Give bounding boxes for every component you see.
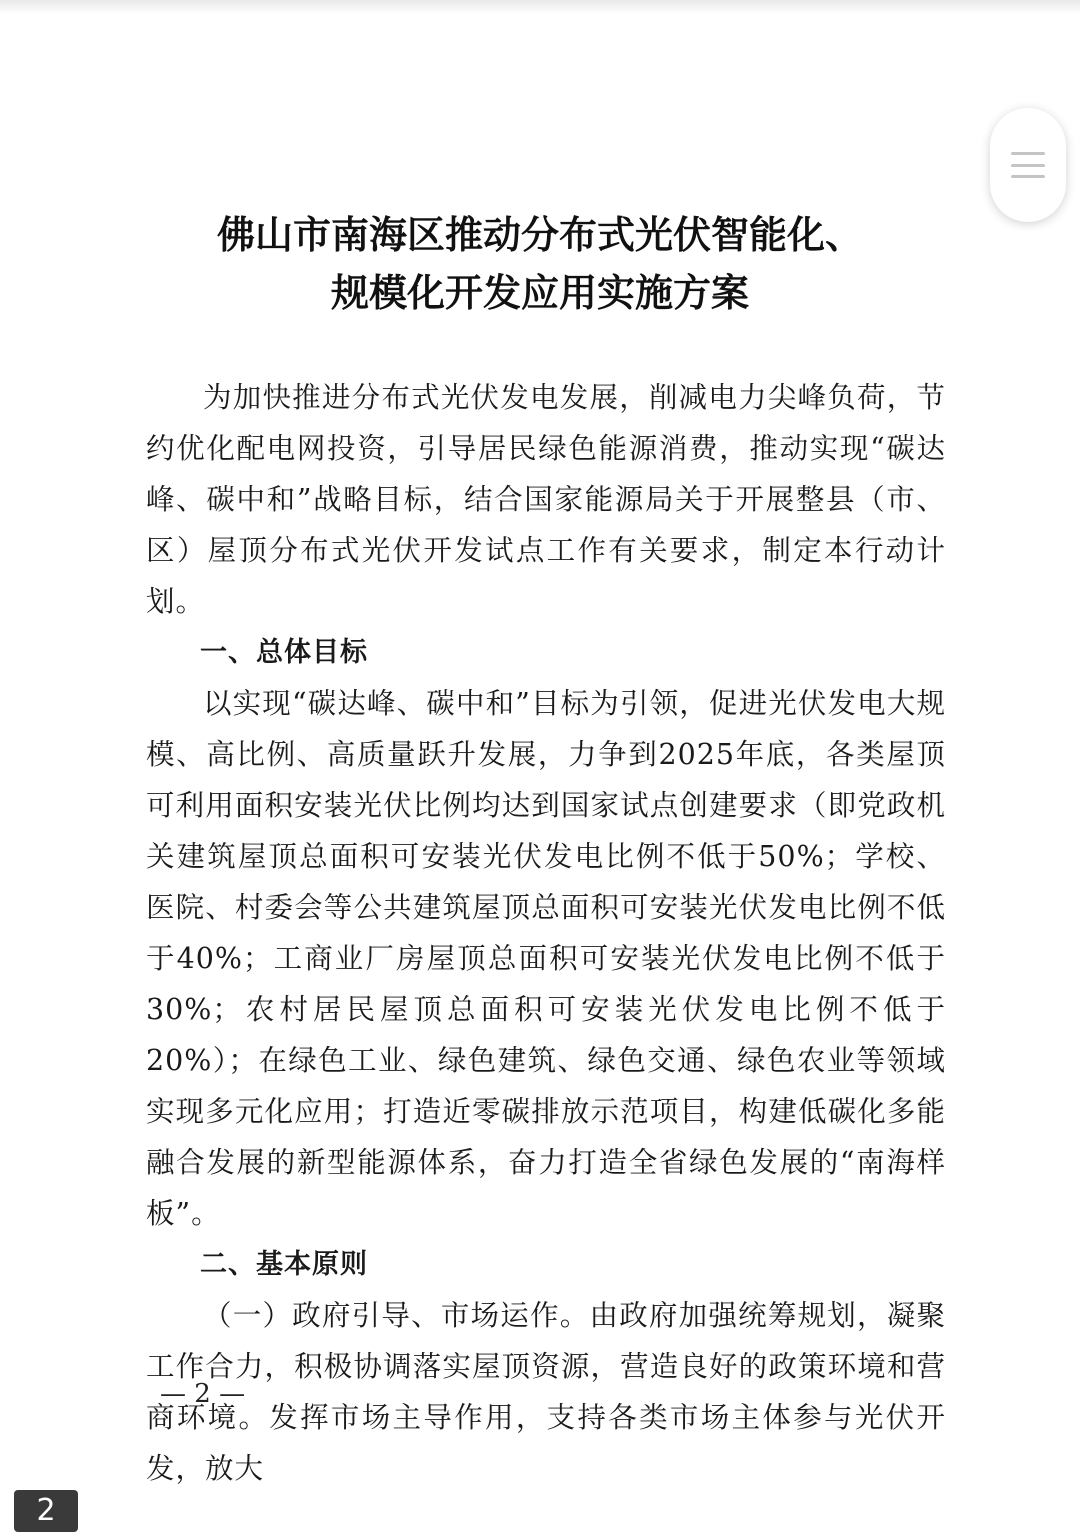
menu-line <box>1011 175 1045 178</box>
document-body <box>146 372 946 1494</box>
menu-line <box>1011 152 1045 155</box>
image-index-badge: 2 <box>14 1490 78 1532</box>
menu-line <box>1011 164 1045 167</box>
hamburger-menu-icon <box>1011 152 1045 178</box>
section-2-heading: 二、基本原则 <box>200 1249 368 1280</box>
floating-menu-button[interactable] <box>990 108 1066 222</box>
title-line-2: 规模化开发应用实施方案 <box>330 271 749 315</box>
title-line-1: 佛山市南海区推动分布式光伏智能化、 <box>216 213 863 257</box>
section-1-heading: 一、总体目标 <box>200 637 368 668</box>
section-1-paragraph: 以实现“碳达峰、碳中和”目标为引领，促进光伏发电大规模、高比例、高质量跃升发展，力争到2025年底，各类屋顶可利用面积安装光伏比例均达到国家试点创建要求（即党政机关建筑屋顶总面积可安装光伏发电比例不低于50%；学校、医院、村委会等公共建筑屋顶总面积可安装光伏发电比例不低于40%；工商业厂房屋顶总面积可安装光伏发电比例不低于30%；农村居民屋顶总面积可安装光伏发电比例不低于20%）；在绿色工业、绿色建筑、绿色交通、绿色农业等领域实现多元化应用；打造近零碳排放示范项目，构建低碳化多能融合发展的新型能源体系，奋力打造全省绿色发展的“南海样板”。 <box>146 687 946 1230</box>
document-title <box>0 206 1080 322</box>
section-2-paragraph: （一）政府引导、市场运作。由政府加强统筹规划，凝聚工作合力，积极协调落实屋顶资源，营造良好的政策环境和营商环境。发挥市场主导作用，支持各类市场主体参与光伏开发，放大 <box>146 1299 946 1485</box>
intro-paragraph: 为加快推进分布式光伏发电发展，削减电力尖峰负荷，节约优化配电网投资，引导居民绿色能源消费，推动实现“碳达峰、碳中和”战略目标，结合国家能源局关于开展整县（市、区）屋顶分布式光伏开发试点工作有关要求，制定本行动计划。 <box>146 381 946 618</box>
page-number: — 2 — <box>160 1379 246 1409</box>
top-edge-shadow <box>0 0 1080 14</box>
